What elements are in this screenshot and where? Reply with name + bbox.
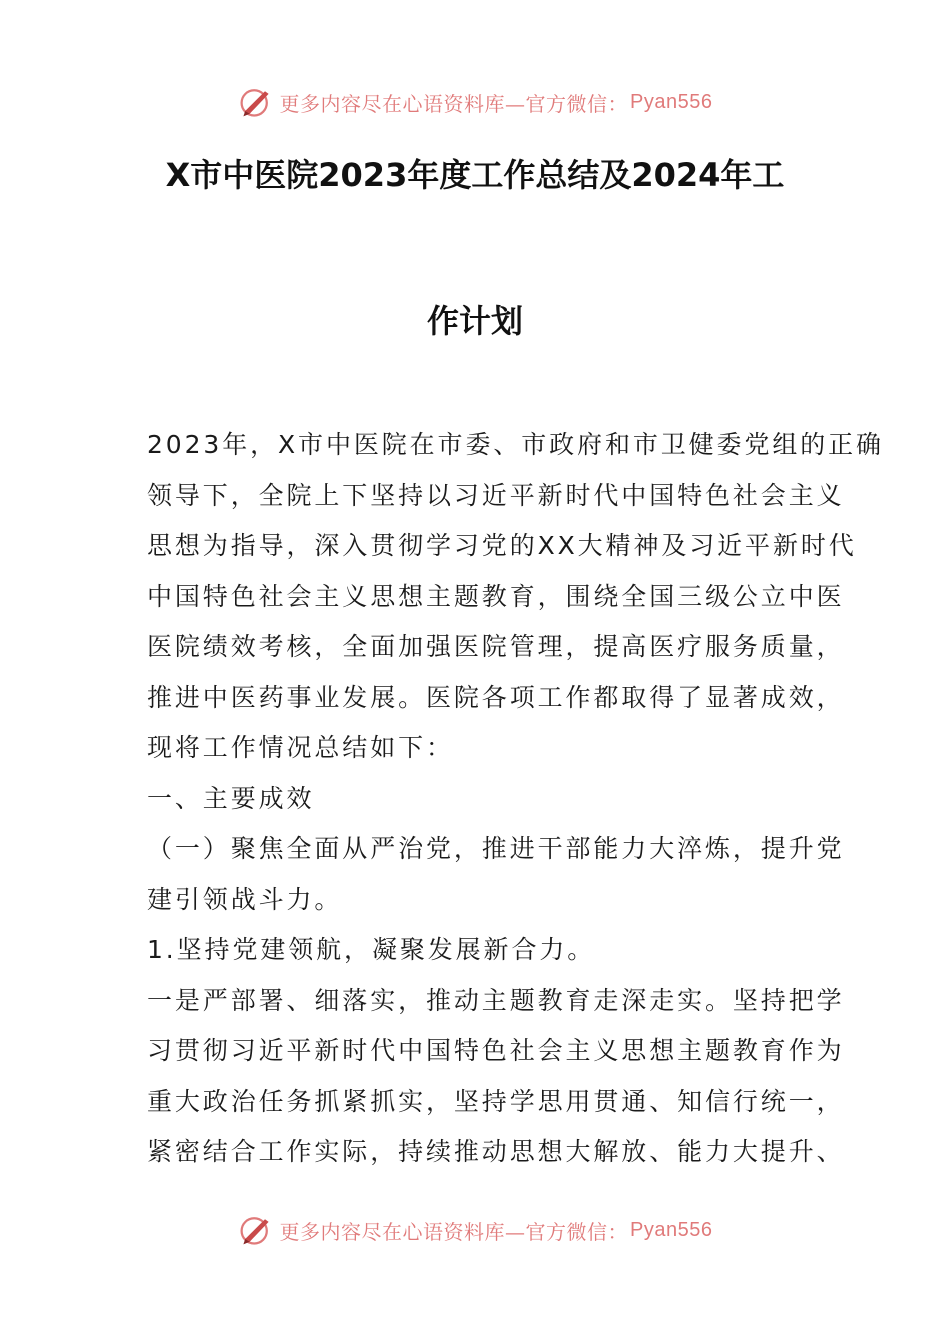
body-line: 中国特色社会主义思想主题教育，围绕全国三级公立中医: [147, 581, 845, 611]
watermark-wechat-id: Pyan556: [630, 90, 713, 113]
body-line: 一是严部署、细落实，推动主题教育走深走实。坚持把学: [147, 985, 845, 1015]
watermark-text: 更多内容尽在心语资料库—官方微信：: [279, 1219, 629, 1244]
watermark-footer: [0, 1210, 950, 1250]
document-title-line-2: 作计划: [426, 302, 523, 340]
item-heading: 1.坚持党建领航，凝聚发展新合力。: [147, 935, 596, 964]
body-line: 思想为指导，深入贯彻学习党的XX大精神及习近平新时代: [147, 531, 857, 560]
watermark-header: [0, 82, 950, 122]
body-line: 2023年，X市中医院在市委、市政府和市卫健委党组的正确: [147, 430, 884, 459]
body-line: 医院绩效考核，全面加强医院管理，提高医疗服务质量，: [147, 632, 845, 661]
subsection-heading-cont: 建引领战斗力。: [147, 884, 343, 914]
document-title-line-1: X市中医院2023年度工作总结及2024年工: [165, 156, 785, 194]
pen-logo-icon: [238, 1212, 274, 1248]
body-line: 推进中医药事业发展。医院各项工作都取得了显著成效，: [147, 682, 845, 712]
body-line: 习贯彻习近平新时代中国特色社会主义思想主题教育作为: [147, 1036, 845, 1065]
pen-logo-icon: [238, 84, 274, 120]
body-line: 紧密结合工作实际，持续推动思想大解放、能力大提升、: [147, 1137, 845, 1166]
body-line: 重大政治任务抓紧抓实，坚持学思用贯通、知信行统一，: [147, 1086, 845, 1116]
document-body: [147, 420, 884, 1178]
body-line: 现将工作情况总结如下：: [147, 733, 454, 762]
watermark-text: 更多内容尽在心语资料库—官方微信：: [279, 91, 629, 116]
section-heading: 一、主要成效: [147, 783, 315, 813]
subsection-heading: （一）聚焦全面从严治党，推进干部能力大淬炼，提升党: [147, 834, 845, 863]
body-line: 领导下，全院上下坚持以习近平新时代中国特色社会主义: [147, 480, 845, 510]
watermark-wechat-id: Pyan556: [630, 1218, 713, 1241]
